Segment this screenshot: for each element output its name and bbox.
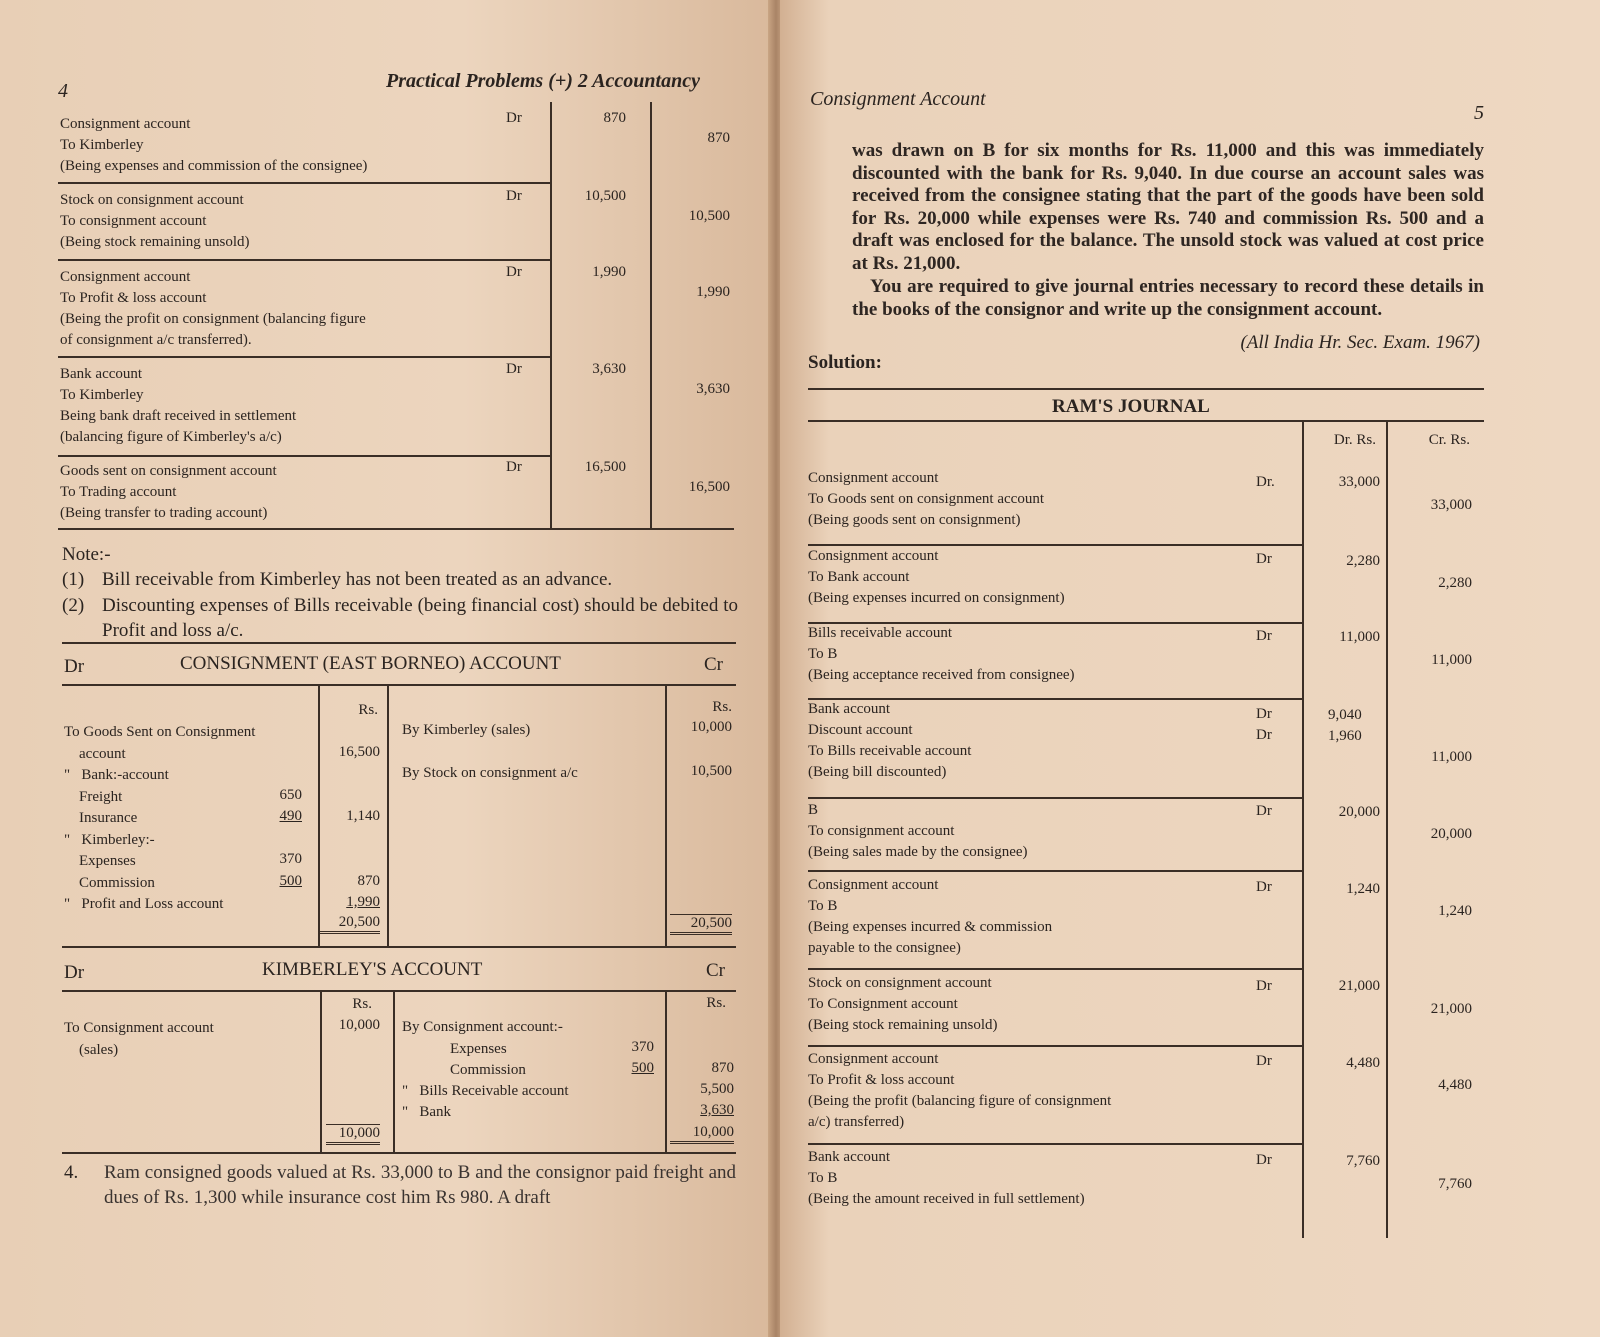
debit-amount: 21,000	[1338, 978, 1380, 994]
dr-label: Dr	[506, 361, 522, 377]
note-title: Note:-	[62, 544, 111, 565]
journal-entry-text: Bills receivable account To B (Being acceptance received from consignee)	[808, 625, 1075, 683]
debit-amount: 1,140	[346, 808, 380, 824]
journal-entry-text: Consignment account To Profit & loss account (Being the profit on consignment (balancing figure of consignment a/c transferred).	[60, 269, 366, 348]
dr-label: Dr	[1256, 1152, 1272, 1168]
journal-entry-text: Stock on consignment account To Consignment account (Being stock remaining unsold)	[808, 975, 998, 1033]
credit-item: By Stock on consignment a/c	[402, 765, 578, 781]
cr-label: Cr	[704, 654, 723, 675]
problem-requirement: You are required to give journal entries necessary to record these details in the books of the consignor and write up the consignment account.	[852, 276, 1484, 320]
problem-text: Ram consigned goods valued at Rs. 33,000 to B and the consignor paid freight and dues of Rs. 1,300 while insurance cost him Rs 980. A draft	[104, 1162, 736, 1208]
debit-amount: 3,630	[592, 361, 626, 377]
rs-heading: Rs.	[352, 996, 372, 1012]
dr-label: Dr	[1256, 978, 1272, 994]
credit-amount: 1,990	[696, 284, 730, 300]
sub-amount: 490	[279, 808, 302, 824]
debit-amount: 7,760	[1346, 1153, 1380, 1169]
running-header-right: Consignment Account	[810, 88, 986, 110]
credit-amount: 870	[707, 130, 730, 146]
journal-entry-text: Stock on consignment account To consignment account (Being stock remaining unsold)	[60, 192, 250, 250]
cr-label: Cr	[706, 960, 725, 981]
credit-amount: 33,000	[1430, 497, 1472, 513]
rs-heading: Rs.	[706, 995, 726, 1011]
credit-total: 10,000	[670, 1124, 734, 1144]
dr-label: Dr	[1256, 551, 1272, 567]
debit-amount: 1,990	[592, 264, 626, 280]
debit-amount: 870	[603, 110, 626, 126]
credit-amount: 5,500	[700, 1081, 734, 1097]
journal-entry-text: Consignment account To Bank account (Being expenses incurred on consignment)	[808, 548, 1065, 606]
debit-amount: 870	[357, 873, 380, 889]
credit-amount: 10,000	[690, 719, 732, 735]
credit-amount: 21,000	[1430, 1001, 1472, 1017]
debit-amount: 10,000	[338, 1017, 380, 1033]
debit-amount: 16,500	[584, 459, 626, 475]
credit-amount: 7,760	[1438, 1176, 1472, 1192]
debit-amount: 9,040 1,960	[1328, 707, 1362, 744]
debit-particulars: To Goods Sent on Consignment account " Bank:-account Freight Insurance " Kimberley:- Expenses Commission " Profit and Loss account	[64, 724, 256, 912]
credit-amount: 2,280	[1438, 575, 1472, 591]
credit-amount: 870	[711, 1060, 734, 1076]
debit-amount: 2,280	[1346, 553, 1380, 569]
note-text: Discounting expenses of Bills receivable (being financial cost) should be debited to Profit and loss a/c.	[102, 595, 738, 641]
account-title: KIMBERLEY'S ACCOUNT	[262, 959, 483, 980]
page-number-left: 4	[58, 80, 68, 102]
dr-label: Dr	[1256, 803, 1272, 819]
debit-amount: 1,990	[346, 894, 380, 910]
cr-rs-heading: Cr. Rs.	[1428, 432, 1470, 448]
rs-heading: Rs.	[712, 699, 732, 715]
account-title: CONSIGNMENT (EAST BORNEO) ACCOUNT	[180, 653, 561, 674]
journal-entry-text: Bank account To Kimberley Being bank draft received in settlement (balancing figure of Kimberley's a/c)	[60, 366, 297, 445]
dr-label: Dr	[506, 264, 522, 280]
credit-sub: Expenses	[450, 1041, 507, 1057]
debit-amount: 4,480	[1346, 1055, 1380, 1071]
credit-amount: 11,000	[1431, 749, 1472, 765]
credit-amount: 3,630	[700, 1102, 734, 1118]
credit-item: By Kimberley (sales)	[402, 722, 531, 738]
debit-particulars: To Consignment account (sales)	[64, 1020, 214, 1058]
dr-label: Dr	[506, 188, 522, 204]
journal-entry-text: Goods sent on consignment account To Trading account (Being transfer to trading account)	[60, 463, 277, 521]
running-header-left: Practical Problems (+) 2 Accountancy	[386, 70, 700, 92]
credit-amount: 10,500	[688, 208, 730, 224]
debit-total: 10,000	[326, 1124, 380, 1145]
debit-amount: 16,500	[338, 744, 380, 760]
rs-heading: Rs.	[358, 702, 378, 718]
debit-amount: 1,240	[1346, 881, 1380, 897]
credit-head: By Consignment account:-	[402, 1019, 563, 1035]
right-page	[780, 0, 1600, 1337]
exam-reference: (All India Hr. Sec. Exam. 1967)	[1240, 332, 1480, 353]
journal-entry-text: B To consignment account (Being sales made by the consignee)	[808, 802, 1028, 860]
debit-total: 20,500	[320, 914, 380, 934]
sub-amount: 500	[279, 873, 302, 889]
journal-entry-text: Consignment account To Kimberley (Being expenses and commission of the consignee)	[60, 116, 368, 174]
page-number-right: 5	[1474, 102, 1484, 124]
credit-item: " Bills Receivable account	[402, 1083, 569, 1099]
dr-rs-heading: Dr. Rs.	[1333, 432, 1376, 448]
journal-entry-text: Bank account Discount account To Bills receivable account (Being bill discounted)	[808, 701, 972, 780]
debit-amount: 10,500	[584, 188, 626, 204]
debit-amount: 20,000	[1338, 804, 1380, 820]
debit-amount: 11,000	[1339, 629, 1380, 645]
journal-entry-text: Bank account To B (Being the amount received in full settlement)	[808, 1149, 1085, 1207]
note-num: (2)	[62, 595, 85, 616]
debit-amount: 33,000	[1338, 474, 1380, 490]
credit-amount: 3,630	[696, 381, 730, 397]
credit-amount: 4,480	[1438, 1077, 1472, 1093]
dr-label: Dr.	[1256, 474, 1275, 490]
solution-label: Solution:	[808, 352, 882, 373]
credit-total: 20,500	[670, 914, 732, 935]
dr-label: Dr	[506, 459, 522, 475]
journal-entry-text: Consignment account To B (Being expenses incurred & commission payable to the consignee)	[808, 877, 1053, 956]
problem-number: 4.	[64, 1162, 79, 1183]
credit-amount: 1,240	[1438, 903, 1472, 919]
journal-entry-text: Consignment account To Profit & loss account (Being the profit (balancing figure of consignment a/c) transferred)	[808, 1051, 1112, 1130]
dr-label: Dr Dr	[1256, 706, 1272, 743]
left-page	[0, 0, 772, 1337]
note-num: (1)	[62, 569, 85, 590]
note-text: Bill receivable from Kimberley has not been treated as an advance.	[102, 569, 613, 590]
credit-amount: 20,000	[1430, 826, 1472, 842]
dr-label: Dr	[1256, 628, 1272, 644]
credit-sub-amount: 500	[631, 1060, 654, 1076]
journal-title: RAM'S JOURNAL	[1052, 396, 1210, 417]
sub-amount: 650	[279, 787, 302, 803]
dr-label: Dr	[1256, 879, 1272, 895]
credit-item: " Bank	[402, 1104, 452, 1120]
problem-continuation: was drawn on B for six months for Rs. 11,000 and this was immediately discounted with the bank for Rs. 9,040. In due course an account sales was received from the consignee stating that the part of the goods have been sold for Rs. 20,000 while expenses were Rs. 740 and commission Rs. 500 and a draft was enclosed for the balance. The unsold stock was valued at cost price at Rs. 21,000.	[852, 140, 1484, 274]
dr-label: Dr	[506, 110, 522, 126]
credit-sub-amount: 370	[631, 1039, 654, 1055]
dr-label: Dr	[64, 656, 85, 677]
sub-amount: 370	[279, 851, 302, 867]
dr-label: Dr	[1256, 1053, 1272, 1069]
credit-amount: 11,000	[1431, 652, 1472, 668]
journal-entry-text: Consignment account To Goods sent on consignment account (Being goods sent on consignment)	[808, 470, 1044, 528]
dr-label: Dr	[64, 962, 85, 983]
credit-sub: Commission	[450, 1062, 526, 1078]
credit-amount: 10,500	[690, 763, 732, 779]
credit-amount: 16,500	[688, 479, 730, 495]
